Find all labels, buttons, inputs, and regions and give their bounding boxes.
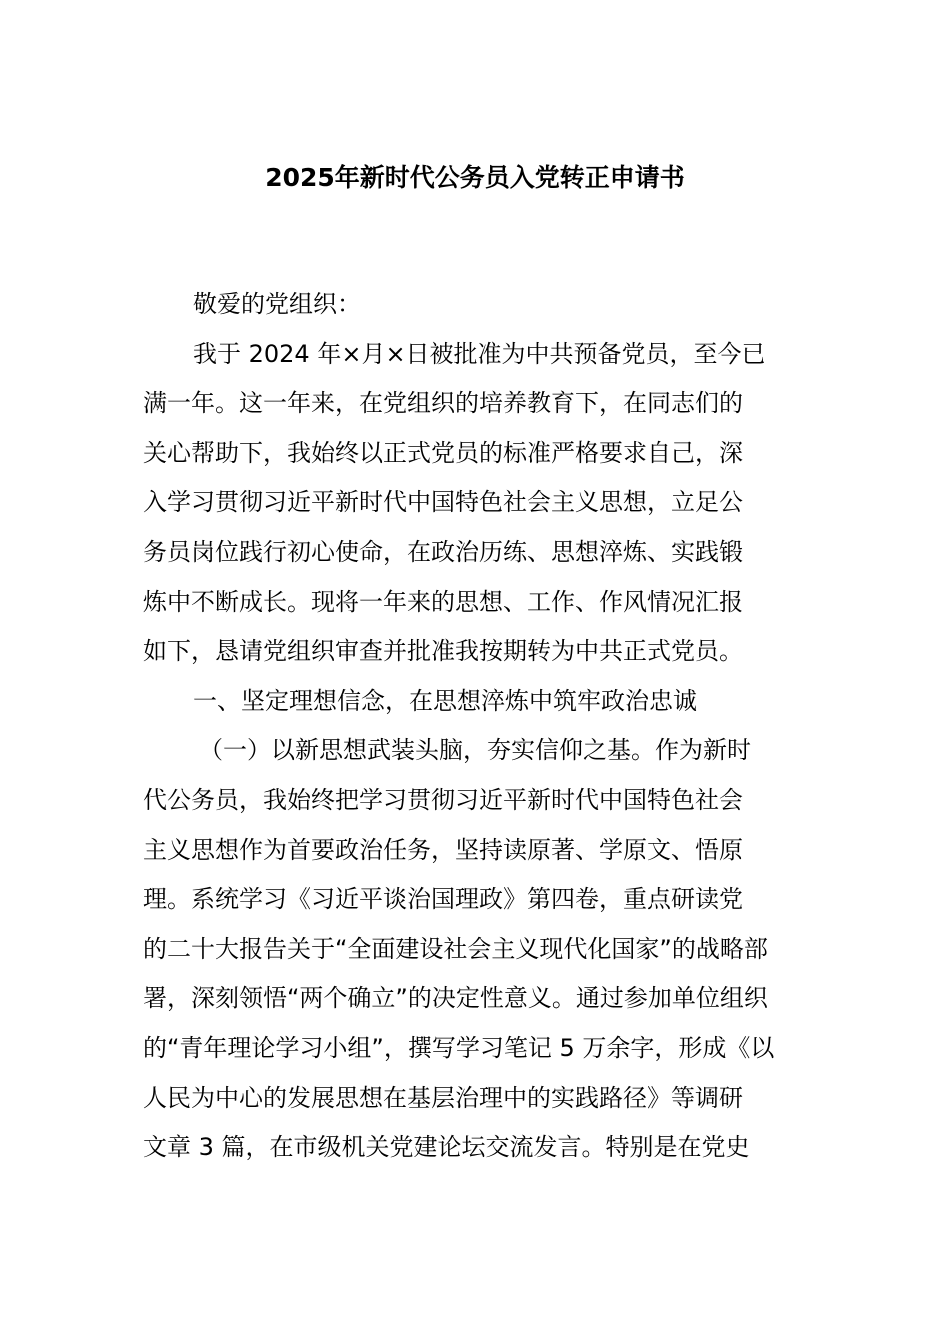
paragraph-line: 理。系统学习《习近平谈治国理政》第四卷，重点研读党	[143, 885, 743, 914]
paragraph-line: 署，深刻领悟“两个确立”的决定性意义。通过参加单位组织	[143, 984, 768, 1013]
paragraph-line: 满一年。这一年来，在党组织的培养教育下，在同志们的	[143, 389, 743, 418]
document-title: 2025年新时代公务员入党转正申请书	[265, 163, 685, 192]
section-heading: 一、坚定理想信念，在思想淬炼中筑牢政治忠诚	[193, 686, 697, 715]
paragraph-line: 代公务员，我始终把学习贯彻习近平新时代中国特色社会	[143, 785, 743, 814]
paragraph-line: 主义思想作为首要政治任务，坚持读原著、学原文、悟原	[143, 835, 743, 864]
paragraph-line: 的“青年理论学习小组”，撰写学习笔记 5 万余字，形成《以	[143, 1033, 775, 1062]
salutation-line: 敬爱的党组织：	[193, 290, 361, 318]
paragraph-line: 人民为中心的发展思想在基层治理中的实践路径》等调研	[143, 1083, 743, 1112]
paragraph-line: 入学习贯彻习近平新时代中国特色社会主义思想，立足公	[143, 488, 743, 517]
paragraph-line: 关心帮助下，我始终以正式党员的标准严格要求自己，深	[143, 438, 743, 467]
document-body	[143, 280, 807, 1173]
paragraph-line: 的二十大报告关于“全面建设社会主义现代化国家”的战略部	[143, 934, 768, 963]
paragraph-line: 我于 2024 年×月×日被批准为中共预备党员，至今已	[193, 339, 766, 368]
paragraph-line: 务员岗位践行初心使命，在政治历练、思想淬炼、实践锻	[143, 537, 743, 566]
paragraph-line: 文章 3 篇，在市级机关党建论坛交流发言。特别是在党史	[143, 1133, 750, 1162]
paragraph-line: 炼中不断成长。现将一年来的思想、工作、作风情况汇报	[143, 587, 743, 616]
paragraph-line: （一）以新思想武装头脑，夯实信仰之基。作为新时	[199, 736, 751, 765]
paragraph-line: 如下，恳请党组织审查并批准我按期转为中共正式党员。	[143, 637, 743, 666]
